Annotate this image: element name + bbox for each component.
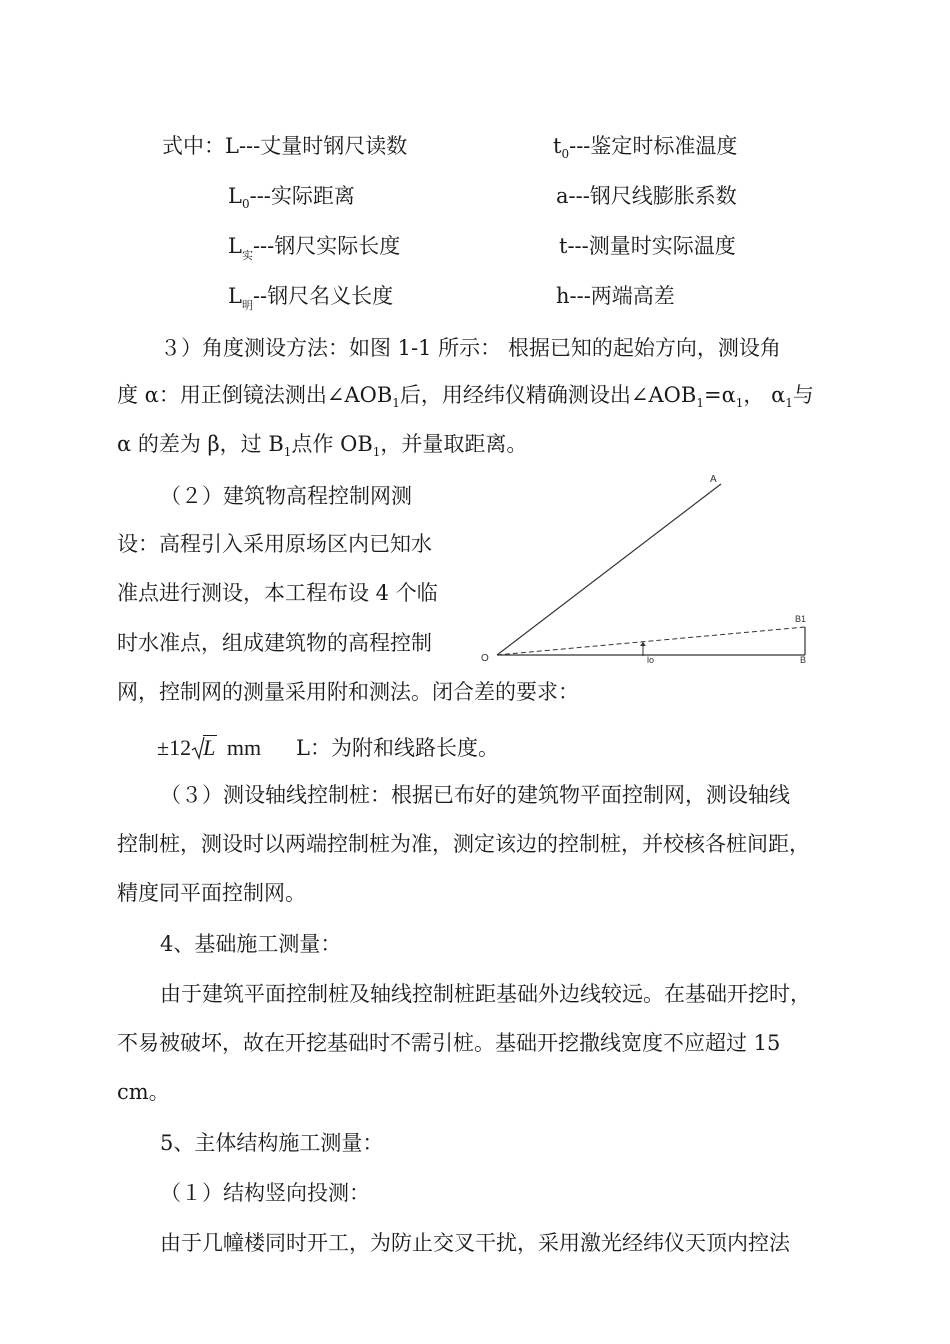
structure-heading: 5、主体结构施工测量：	[160, 1131, 384, 1155]
elevation-line2: 设：高程引入采用原场区内已知水	[117, 532, 432, 556]
angle-arrow	[640, 642, 646, 646]
line-OA	[497, 484, 721, 655]
elevation-line5: 网，控制网的测量采用附和测法。闭合差的要求：	[117, 680, 579, 704]
closure-formula	[157, 733, 261, 763]
elevation-line4: 时水准点，组成建筑物的高程控制	[117, 631, 432, 655]
label-O: O	[481, 653, 489, 664]
foundation-heading: 4、基础施工测量：	[160, 932, 342, 956]
angle-method-line1: ３）角度测设方法：如图 1-1 所示： 根据已知的起始方向，测设角	[160, 336, 781, 360]
structure-line1: 由于几幢楼同时开工，为防止交叉干扰，采用激光经纬仪天顶内控法	[160, 1231, 790, 1255]
formula-pm: ±12	[157, 735, 192, 760]
elevation-line1: （２）建筑物高程控制网测	[160, 484, 412, 508]
formula-unit: mm	[226, 735, 262, 760]
angle-method-line2: 度 α：用正倒镜法测出$\angle AOB_1$后，用经纬仪精确测设出$\angle AOB_1=\alpha_1$， $\alpha_1$与	[117, 383, 814, 410]
formula-note: L：为附和线路长度。	[296, 736, 499, 760]
elevation-line3: 准点进行测设，本工程布设 4 个临	[117, 581, 438, 605]
legend-h: h---两端高差	[556, 284, 675, 308]
legend-Lshi: $L_实---$钢尺实际长度	[228, 234, 401, 262]
axis-control-line3: 精度同平面控制网。	[117, 881, 306, 905]
legend-a: a---钢尺线膨胀系数	[556, 184, 737, 208]
legend-L-text: L---丈量时钢尺读数	[225, 134, 408, 158]
label-B1: B1	[795, 614, 807, 624]
foundation-line2: 不易被破坏，故在开挖基础时不需引桩。基础开挖撒线宽度不应超过 15	[117, 1031, 781, 1055]
legend-t0: $t_0---$鉴定时标准温度	[553, 134, 738, 161]
structure-subheading: （１）结构竖向投测：	[160, 1181, 370, 1205]
legend-L0: $L_0---$实际距离	[228, 184, 355, 211]
foundation-line1: 由于建筑平面控制桩及轴线控制桩距基础外边线较远。在基础开挖时，	[160, 982, 811, 1006]
legend-L	[162, 131, 407, 161]
formula-var: L	[203, 735, 216, 760]
angle-diagram	[475, 470, 825, 670]
label-lo: lo	[647, 655, 655, 665]
line-OB1	[497, 627, 805, 655]
axis-control-line2: 控制桩，测设时以两端控制桩为准，测定该边的控制桩，并校核各桩间距，	[117, 832, 810, 856]
axis-control-line1: （３）测设轴线控制桩：根据已布好的建筑物平面控制网，测设轴线	[160, 783, 790, 807]
foundation-line3: cm。	[117, 1080, 170, 1104]
sqrt-symbol	[191, 733, 215, 763]
legend-t: t---测量时实际温度	[559, 234, 736, 258]
label-A: A	[710, 474, 717, 485]
label-B: B	[800, 655, 807, 665]
angle-method-line3: α 的差为 β，过 $B_1$点作 $OB_1$，并量取距离。	[117, 432, 528, 459]
legend-prefix: 式中：	[162, 134, 225, 158]
legend-Lming: $L_明--$钢尺名义长度	[228, 284, 394, 312]
